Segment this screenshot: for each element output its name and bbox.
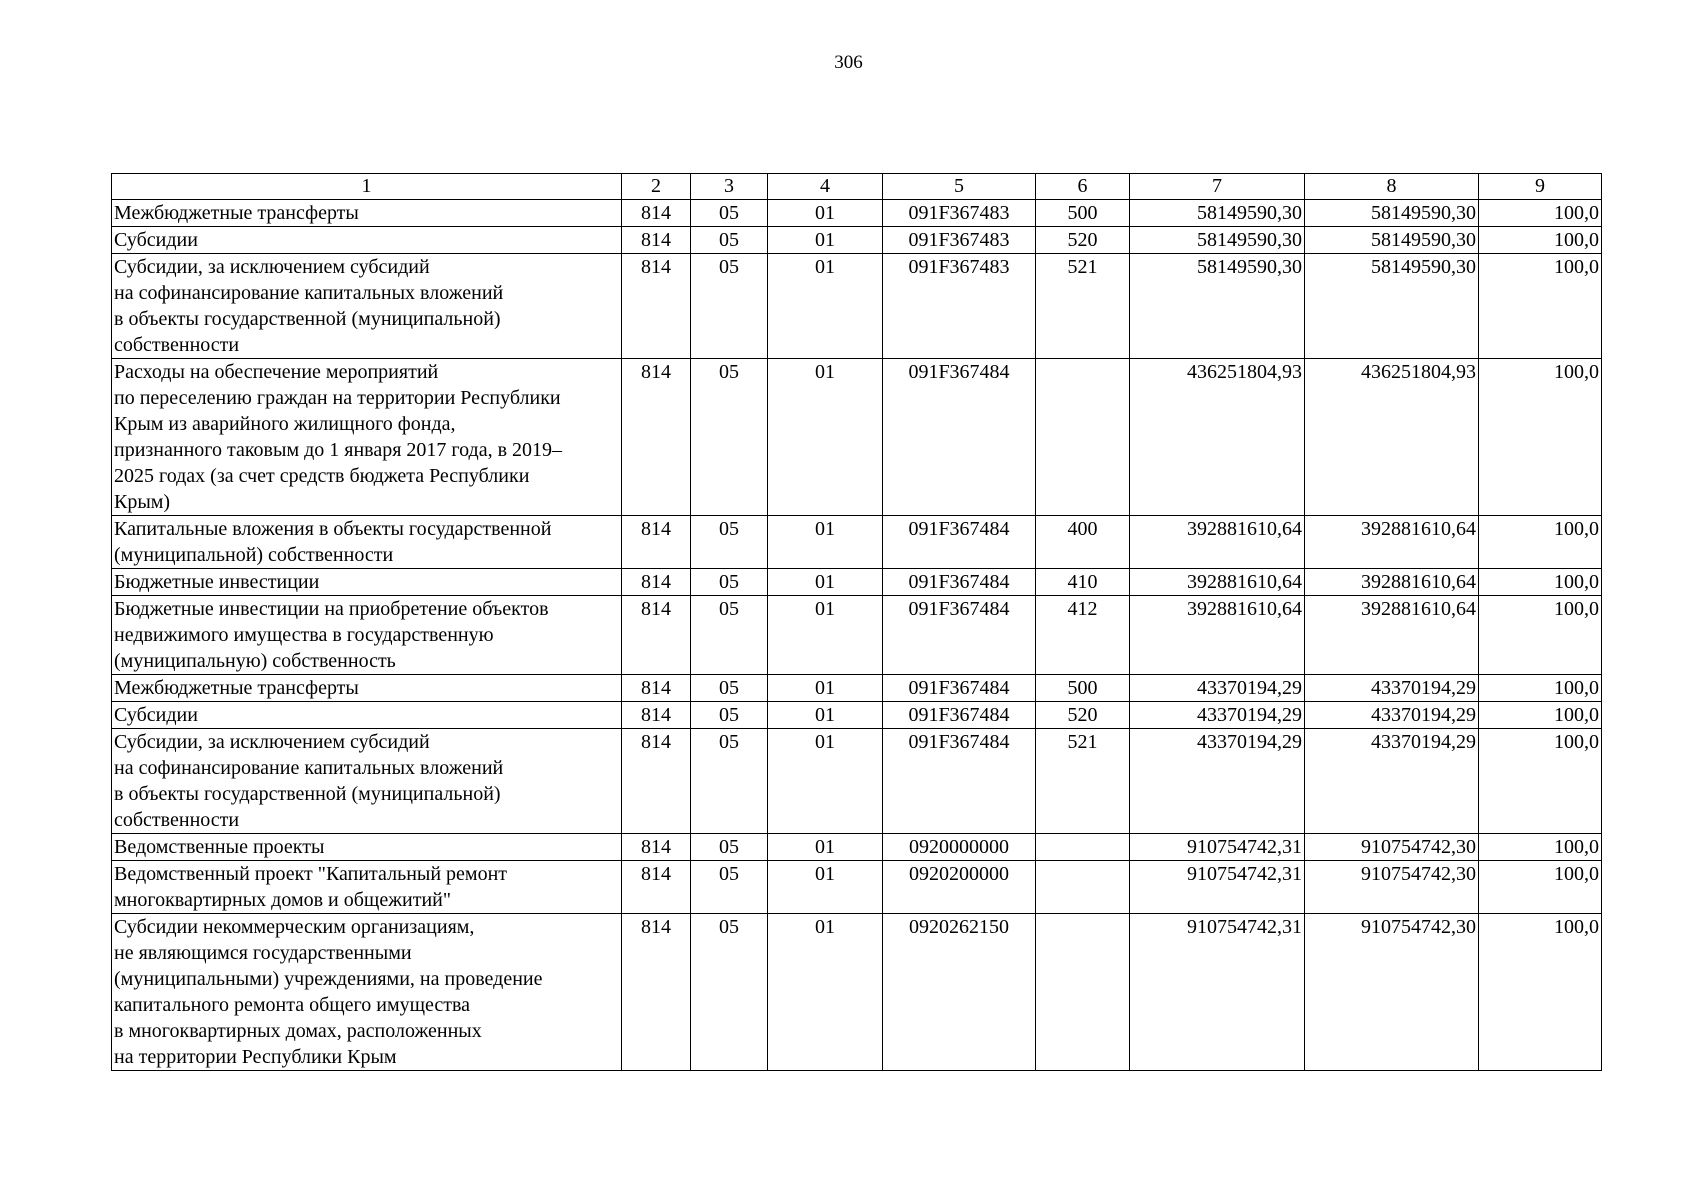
row-amount-8: 43370194,29 — [1305, 729, 1479, 834]
row-amount-8: 910754742,30 — [1305, 834, 1479, 861]
row-amount-8: 58149590,30 — [1305, 200, 1479, 227]
row-amount-7: 910754742,31 — [1130, 834, 1305, 861]
row-name: Субсидии, за исключением субсидий на софинансирование капитальных вложений в объекты государственной (муниципальной) собственности — [112, 254, 622, 359]
row-ministry-code: 814 — [622, 569, 691, 596]
row-target-article: 091F367484 — [883, 675, 1036, 702]
row-percent: 100,0 — [1479, 359, 1602, 516]
row-section: 05 — [691, 596, 768, 675]
row-expense-type — [1036, 834, 1130, 861]
row-percent: 100,0 — [1479, 227, 1602, 254]
row-percent: 100,0 — [1479, 834, 1602, 861]
row-ministry-code: 814 — [622, 596, 691, 675]
row-section: 05 — [691, 702, 768, 729]
row-ministry-code: 814 — [622, 516, 691, 569]
row-percent: 100,0 — [1479, 702, 1602, 729]
row-amount-7: 58149590,30 — [1130, 254, 1305, 359]
row-subsection: 01 — [768, 227, 883, 254]
row-amount-7: 392881610,64 — [1130, 569, 1305, 596]
table-row — [112, 861, 1602, 914]
header-col-5: 5 — [883, 174, 1036, 200]
row-amount-8: 43370194,29 — [1305, 675, 1479, 702]
row-target-article: 091F367484 — [883, 359, 1036, 516]
row-subsection: 01 — [768, 675, 883, 702]
row-subsection: 01 — [768, 569, 883, 596]
row-section: 05 — [691, 359, 768, 516]
row-name: Ведомственный проект "Капитальный ремонт многоквартирных домов и общежитий" — [112, 861, 622, 914]
row-expense-type — [1036, 914, 1130, 1071]
row-percent: 100,0 — [1479, 861, 1602, 914]
row-amount-7: 436251804,93 — [1130, 359, 1305, 516]
table-row — [112, 359, 1602, 516]
row-amount-7: 43370194,29 — [1130, 702, 1305, 729]
row-amount-7: 58149590,30 — [1130, 200, 1305, 227]
row-ministry-code: 814 — [622, 861, 691, 914]
row-subsection: 01 — [768, 914, 883, 1071]
table-row — [112, 596, 1602, 675]
budget-table — [111, 173, 1602, 1071]
row-target-article: 091F367484 — [883, 569, 1036, 596]
row-expense-type: 500 — [1036, 675, 1130, 702]
table-row — [112, 702, 1602, 729]
header-col-8: 8 — [1305, 174, 1479, 200]
table-body — [112, 200, 1602, 1071]
table-header — [112, 174, 1602, 200]
row-expense-type: 521 — [1036, 254, 1130, 359]
row-ministry-code: 814 — [622, 227, 691, 254]
row-name: Межбюджетные трансферты — [112, 675, 622, 702]
row-expense-type: 520 — [1036, 702, 1130, 729]
row-section: 05 — [691, 834, 768, 861]
row-amount-8: 392881610,64 — [1305, 596, 1479, 675]
row-section: 05 — [691, 729, 768, 834]
row-ministry-code: 814 — [622, 834, 691, 861]
row-ministry-code: 814 — [622, 914, 691, 1071]
row-expense-type — [1036, 861, 1130, 914]
row-amount-8: 392881610,64 — [1305, 569, 1479, 596]
row-percent: 100,0 — [1479, 200, 1602, 227]
row-name: Бюджетные инвестиции на приобретение объектов недвижимого имущества в государственную (муниципальную) собственность — [112, 596, 622, 675]
row-subsection: 01 — [768, 596, 883, 675]
table-row — [112, 254, 1602, 359]
row-amount-7: 392881610,64 — [1130, 516, 1305, 569]
row-section: 05 — [691, 914, 768, 1071]
row-name: Межбюджетные трансферты — [112, 200, 622, 227]
table-row — [112, 834, 1602, 861]
row-expense-type: 400 — [1036, 516, 1130, 569]
row-target-article: 0920000000 — [883, 834, 1036, 861]
row-percent: 100,0 — [1479, 675, 1602, 702]
header-col-3: 3 — [691, 174, 768, 200]
row-percent: 100,0 — [1479, 569, 1602, 596]
row-amount-8: 910754742,30 — [1305, 914, 1479, 1071]
table-row — [112, 516, 1602, 569]
row-ministry-code: 814 — [622, 254, 691, 359]
row-ministry-code: 814 — [622, 675, 691, 702]
row-section: 05 — [691, 200, 768, 227]
row-ministry-code: 814 — [622, 729, 691, 834]
row-percent: 100,0 — [1479, 596, 1602, 675]
header-row — [112, 174, 1602, 200]
row-subsection: 01 — [768, 359, 883, 516]
row-subsection: 01 — [768, 200, 883, 227]
row-amount-8: 58149590,30 — [1305, 254, 1479, 359]
header-col-6: 6 — [1036, 174, 1130, 200]
table-row — [112, 200, 1602, 227]
row-name: Бюджетные инвестиции — [112, 569, 622, 596]
row-name: Субсидии — [112, 702, 622, 729]
table-row — [112, 729, 1602, 834]
row-amount-7: 910754742,31 — [1130, 914, 1305, 1071]
row-name: Расходы на обеспечение мероприятий по переселению граждан на территории Республики Крым из аварийного жилищного фонда, признанного таковым до 1 января 2017 года, в 2019– 2025 годах (за счет средств бюджета Республики Крым) — [112, 359, 622, 516]
table-row — [112, 569, 1602, 596]
row-section: 05 — [691, 516, 768, 569]
row-subsection: 01 — [768, 702, 883, 729]
row-ministry-code: 814 — [622, 359, 691, 516]
row-expense-type: 520 — [1036, 227, 1130, 254]
row-name: Субсидии некоммерческим организациям, не являющимся государственными (муниципальными) учреждениями, на проведение капитального ремонта общего имущества в многоквартирных домах, расположенных на территории Республики Крым — [112, 914, 622, 1071]
row-amount-8: 436251804,93 — [1305, 359, 1479, 516]
row-section: 05 — [691, 254, 768, 359]
row-name: Субсидии — [112, 227, 622, 254]
row-amount-7: 43370194,29 — [1130, 729, 1305, 834]
header-col-9: 9 — [1479, 174, 1602, 200]
row-section: 05 — [691, 569, 768, 596]
table-row — [112, 227, 1602, 254]
row-percent: 100,0 — [1479, 516, 1602, 569]
row-amount-7: 392881610,64 — [1130, 596, 1305, 675]
row-amount-8: 392881610,64 — [1305, 516, 1479, 569]
row-section: 05 — [691, 675, 768, 702]
row-expense-type: 521 — [1036, 729, 1130, 834]
header-col-4: 4 — [768, 174, 883, 200]
row-subsection: 01 — [768, 861, 883, 914]
row-target-article: 091F367484 — [883, 596, 1036, 675]
row-target-article: 091F367483 — [883, 254, 1036, 359]
row-name: Субсидии, за исключением субсидий на софинансирование капитальных вложений в объекты государственной (муниципальной) собственности — [112, 729, 622, 834]
row-expense-type: 410 — [1036, 569, 1130, 596]
row-section: 05 — [691, 227, 768, 254]
row-target-article: 091F367483 — [883, 200, 1036, 227]
table-row — [112, 675, 1602, 702]
row-percent: 100,0 — [1479, 729, 1602, 834]
row-target-article: 091F367484 — [883, 729, 1036, 834]
row-amount-8: 43370194,29 — [1305, 702, 1479, 729]
row-ministry-code: 814 — [622, 702, 691, 729]
row-name: Капитальные вложения в объекты государственной (муниципальной) собственности — [112, 516, 622, 569]
row-target-article: 091F367483 — [883, 227, 1036, 254]
row-subsection: 01 — [768, 729, 883, 834]
table-row — [112, 914, 1602, 1071]
row-target-article: 091F367484 — [883, 702, 1036, 729]
header-col-7: 7 — [1130, 174, 1305, 200]
row-subsection: 01 — [768, 516, 883, 569]
row-expense-type: 500 — [1036, 200, 1130, 227]
row-name: Ведомственные проекты — [112, 834, 622, 861]
row-amount-8: 58149590,30 — [1305, 227, 1479, 254]
row-percent: 100,0 — [1479, 914, 1602, 1071]
row-section: 05 — [691, 861, 768, 914]
row-expense-type — [1036, 359, 1130, 516]
row-target-article: 091F367484 — [883, 516, 1036, 569]
row-target-article: 0920262150 — [883, 914, 1036, 1071]
row-amount-7: 910754742,31 — [1130, 861, 1305, 914]
row-amount-7: 58149590,30 — [1130, 227, 1305, 254]
row-percent: 100,0 — [1479, 254, 1602, 359]
row-expense-type: 412 — [1036, 596, 1130, 675]
row-subsection: 01 — [768, 834, 883, 861]
row-subsection: 01 — [768, 254, 883, 359]
page-number: 306 — [834, 52, 863, 73]
row-target-article: 0920200000 — [883, 861, 1036, 914]
header-col-2: 2 — [622, 174, 691, 200]
row-amount-7: 43370194,29 — [1130, 675, 1305, 702]
row-ministry-code: 814 — [622, 200, 691, 227]
header-col-1: 1 — [112, 174, 622, 200]
row-amount-8: 910754742,30 — [1305, 861, 1479, 914]
